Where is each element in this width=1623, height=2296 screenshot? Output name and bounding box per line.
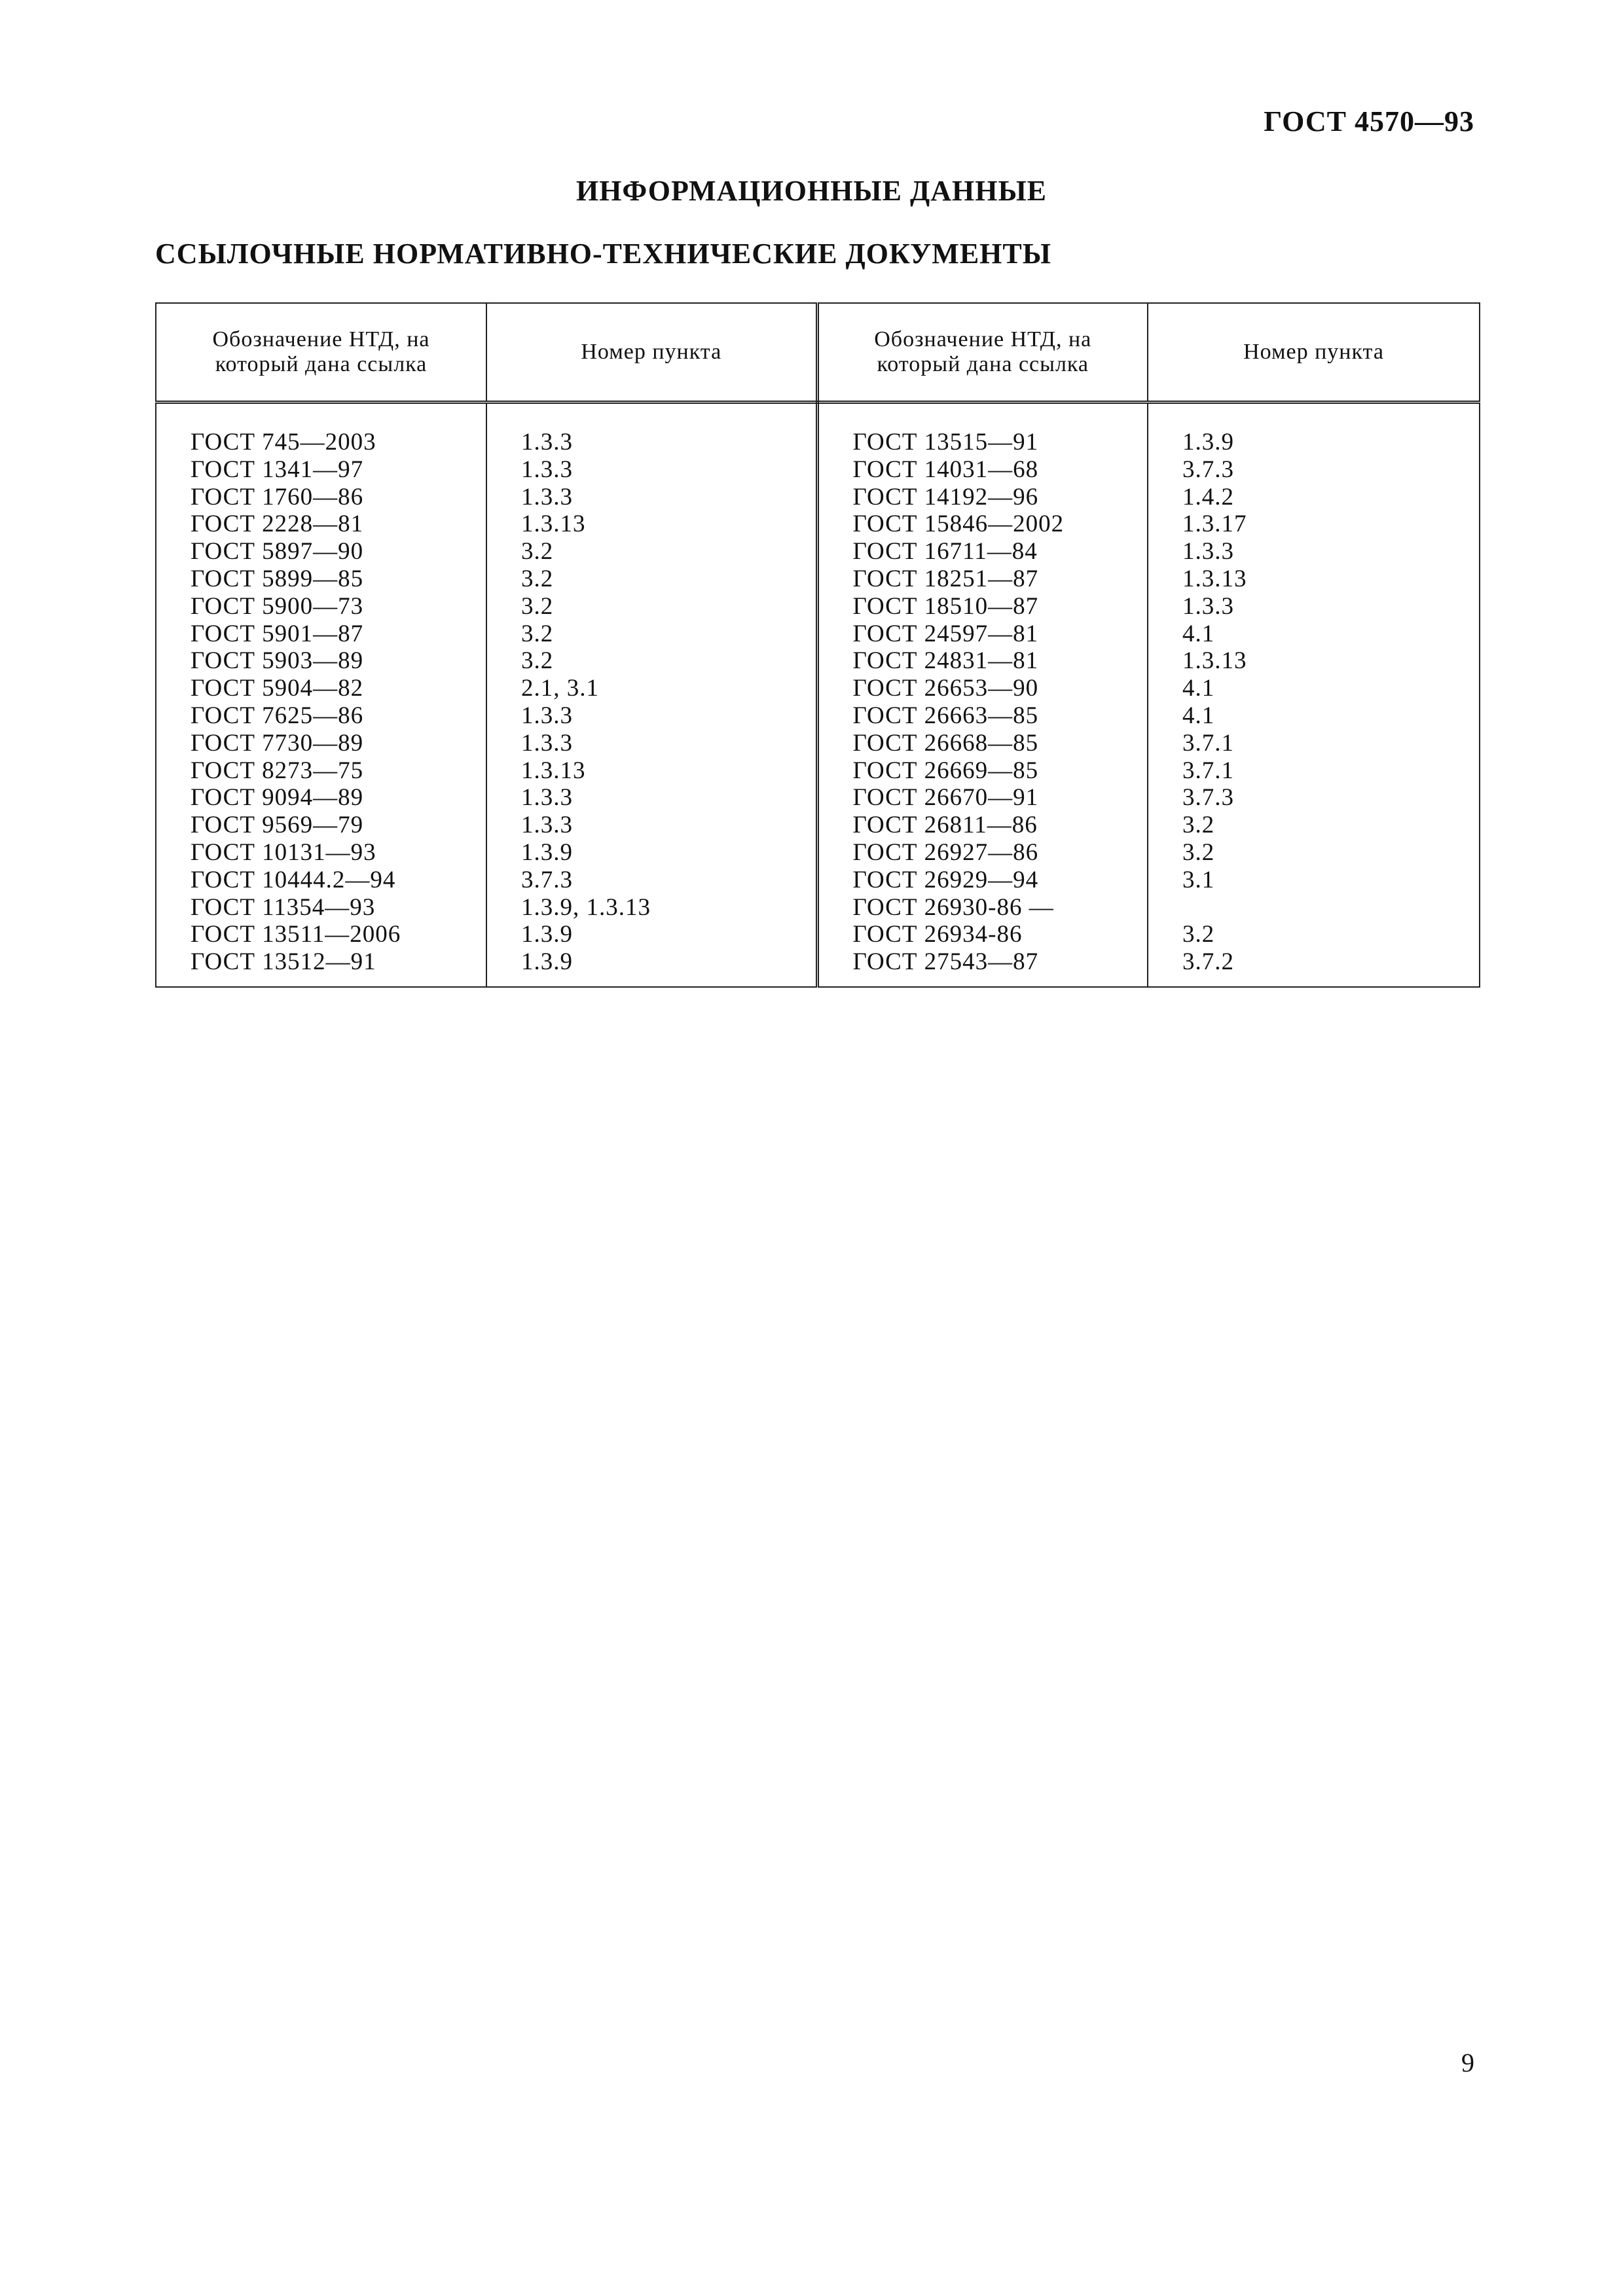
right-item-numbers <box>1148 403 1480 987</box>
doc-designation: ГОСТ 14192—96 <box>852 483 1039 511</box>
right-doc-designations <box>817 403 1148 987</box>
item-number <box>1182 894 1479 922</box>
item-number: 3.2 <box>521 592 554 620</box>
item-number: 3.7.1 <box>1182 729 1234 757</box>
item-number: 1.3.13 <box>1182 565 1247 592</box>
doc-designation: ГОСТ 24597—81 <box>852 620 1039 647</box>
reference-documents-table <box>155 302 1480 988</box>
item-number: 3.7.2 <box>1182 948 1234 976</box>
item-number: 1.3.9, 1.3.13 <box>521 893 651 921</box>
item-number: 1.3.3 <box>521 456 573 483</box>
table-header-row <box>156 303 1480 403</box>
item-number: 4.1 <box>1182 620 1215 647</box>
doc-designation: ГОСТ 5901—87 <box>191 620 364 647</box>
item-number: 1.3.3 <box>1182 538 1234 565</box>
document-code: ГОСТ 4570—93 <box>1264 105 1474 137</box>
item-number: 1.3.9 <box>1182 429 1234 456</box>
doc-designation: ГОСТ 8273—75 <box>191 757 364 784</box>
subsection-title: ССЫЛОЧНЫЕ НОРМАТИВНО-ТЕХНИЧЕСКИЕ ДОКУМЕНТЫ <box>155 238 1051 270</box>
item-number: 1.3.13 <box>521 757 586 784</box>
doc-designation: ГОСТ 5903—89 <box>191 647 364 675</box>
item-number: 3.7.3 <box>521 866 573 893</box>
doc-designation: ГОСТ 26811—86 <box>852 812 1038 839</box>
doc-designation: ГОСТ 15846—2002 <box>852 511 1065 538</box>
header-label: Обозначение НТД, на который дана ссылка <box>212 327 430 376</box>
item-number: 3.2 <box>1182 838 1215 866</box>
left-doc-designations <box>156 403 486 987</box>
item-number: 1.3.3 <box>521 729 573 757</box>
doc-designation: ГОСТ 16711—84 <box>852 538 1038 565</box>
doc-designation: ГОСТ 2228—81 <box>191 511 364 538</box>
left-item-numbers <box>486 403 817 987</box>
doc-designation: ГОСТ 7730—89 <box>191 729 364 757</box>
doc-designation: ГОСТ 14031—68 <box>852 456 1039 483</box>
header-label: Номер пункта <box>581 340 722 364</box>
doc-designation: ГОСТ 26927—86 <box>852 838 1039 866</box>
item-number: 1.3.13 <box>1182 647 1247 675</box>
item-number: 1.3.13 <box>521 511 586 538</box>
doc-designation: ГОСТ 7625—86 <box>191 702 364 729</box>
doc-designation: ГОСТ 26669—85 <box>852 757 1039 784</box>
item-number: 3.2 <box>521 620 554 647</box>
header-item-number-left <box>486 303 817 403</box>
doc-designation: ГОСТ 1341—97 <box>191 456 364 483</box>
doc-designation: ГОСТ 24831—81 <box>852 647 1039 675</box>
item-number: 3.7.3 <box>1182 456 1234 483</box>
doc-designation: ГОСТ 9569—79 <box>191 812 364 839</box>
item-number: 4.1 <box>1182 702 1215 729</box>
item-number: 3.2 <box>1182 921 1215 948</box>
item-number: 3.1 <box>1182 866 1215 893</box>
doc-designation: ГОСТ 26663—85 <box>852 702 1039 729</box>
doc-designation: ГОСТ 5899—85 <box>191 565 364 592</box>
header-label: Номер пункта <box>1243 340 1384 364</box>
doc-designation: ГОСТ 27543—87 <box>852 948 1039 976</box>
item-number: 3.7.3 <box>1182 784 1234 812</box>
item-number: 3.2 <box>521 538 554 565</box>
doc-designation: ГОСТ 5897—90 <box>191 538 364 565</box>
doc-designation: ГОСТ 1760—86 <box>191 483 364 511</box>
doc-designation: ГОСТ 10131—93 <box>191 838 376 866</box>
doc-designation: ГОСТ 13512—91 <box>191 948 376 976</box>
doc-designation: ГОСТ 26670—91 <box>852 784 1039 812</box>
item-number: 1.3.3 <box>521 702 573 729</box>
item-number: 3.2 <box>521 647 554 675</box>
header-doc-designation-right <box>817 303 1148 403</box>
item-number: 4.1 <box>1182 675 1215 702</box>
doc-designation: ГОСТ 5900—73 <box>191 592 364 620</box>
item-number: 1.3.17 <box>1182 511 1247 538</box>
item-number: 1.3.3 <box>521 812 573 839</box>
doc-designation: ГОСТ 26668—85 <box>852 729 1039 757</box>
item-number: 1.3.3 <box>521 784 573 812</box>
doc-designation: ГОСТ 11354—93 <box>191 893 376 921</box>
item-number: 3.2 <box>1182 812 1215 839</box>
item-number: 1.3.9 <box>521 948 573 976</box>
table-body-row <box>156 403 1480 987</box>
doc-designation: ГОСТ 9094—89 <box>191 784 364 812</box>
item-number: 3.7.1 <box>1182 757 1234 784</box>
doc-designation: ГОСТ 18251—87 <box>852 565 1039 592</box>
item-number: 1.3.9 <box>521 838 573 866</box>
doc-designation: ГОСТ 26929—94 <box>852 866 1039 893</box>
item-number: 1.3.9 <box>521 921 573 948</box>
item-number: 1.4.2 <box>1182 483 1234 511</box>
doc-designation: ГОСТ 26930-86 — <box>852 893 1054 921</box>
header-doc-designation-left <box>156 303 486 403</box>
doc-designation: ГОСТ 26653—90 <box>852 675 1039 702</box>
header-label: Обозначение НТД, на который дана ссылка <box>874 327 1092 376</box>
doc-designation: ГОСТ 5904—82 <box>191 675 364 702</box>
item-number: 3.2 <box>521 565 554 592</box>
doc-designation: ГОСТ 18510—87 <box>852 592 1039 620</box>
doc-designation: ГОСТ 745—2003 <box>191 429 376 456</box>
header-item-number-right <box>1148 303 1480 403</box>
item-number: 1.3.3 <box>521 429 573 456</box>
section-title: ИНФОРМАЦИОННЫЕ ДАННЫЕ <box>575 175 1048 207</box>
page-number: 9 <box>1461 2048 1474 2077</box>
item-number: 1.3.3 <box>1182 592 1234 620</box>
item-number: 1.3.3 <box>521 483 573 511</box>
doc-designation: ГОСТ 13515—91 <box>852 429 1039 456</box>
doc-designation: ГОСТ 26934-86 <box>852 921 1023 948</box>
doc-designation: ГОСТ 13511—2006 <box>191 921 401 948</box>
doc-designation: ГОСТ 10444.2—94 <box>191 866 396 893</box>
item-number: 2.1, 3.1 <box>521 675 599 702</box>
